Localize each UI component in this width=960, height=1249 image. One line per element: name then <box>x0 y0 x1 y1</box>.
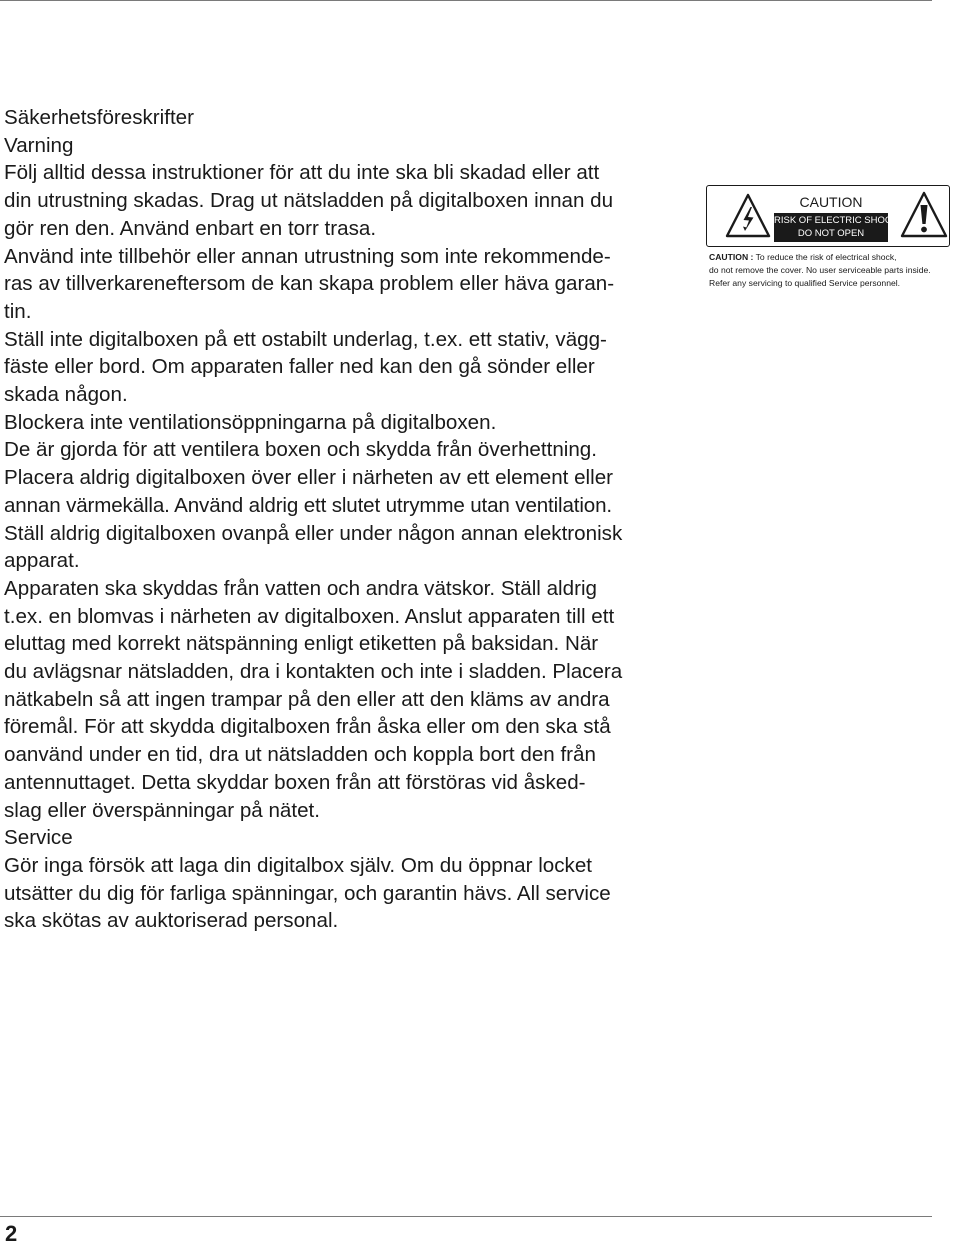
top-rule <box>0 0 932 1</box>
text-line: eluttag med korrekt nätspänning enligt etiketten på baksidan. När <box>4 632 599 656</box>
text-line: skada någon. <box>4 383 128 407</box>
text-line: nätkabeln så att ingen trampar på den eller att den kläms av andra <box>4 687 610 711</box>
text-line: utsätter du dig för farliga spänningar, och garantin hävs. All service <box>4 881 611 905</box>
lightning-bolt-icon <box>725 193 771 239</box>
text-line: slag eller överspänningar på nätet. <box>4 798 320 822</box>
caution-note-lead: CAUTION : <box>709 252 754 262</box>
risk-of-shock-band <box>774 213 899 242</box>
text-line: Blockera inte ventilationsöppningarna på digitalboxen. <box>4 410 497 434</box>
text-line: apparat. <box>4 549 80 573</box>
caution-label <box>706 185 956 291</box>
text-line: antennuttaget. Detta skyddar boxen från att förstöras vid åsked- <box>4 770 586 794</box>
text-line: ras av tillverkareneftersom de kan skapa problem eller häva garan- <box>4 272 615 296</box>
text-line: din utrustning skadas. Drag ut nätsladden på digitalboxen innan du <box>4 189 614 213</box>
subheading-service: Service <box>4 826 73 850</box>
caution-label-frame <box>706 185 950 247</box>
text-line: Ställ inte digitalboxen på ett ostabilt underlag, t.ex. ett stativ, vägg- <box>4 327 607 351</box>
caution-note-line1-rest: To reduce the risk of electrical shock, <box>753 252 897 262</box>
caution-note-line: Refer any servicing to qualified Service personnel. <box>709 278 901 288</box>
text-line: gör ren den. Använd enbart en torr trasa. <box>4 216 377 240</box>
text-line: föremål. För att skydda digitalboxen från åska eller om den ska stå <box>4 715 611 739</box>
text-line: Gör inga försök att laga din digitalbox själv. Om du öppnar locket <box>4 853 592 877</box>
text-line: Apparaten ska skyddas från vatten och andra vätskor. Ställ aldrig <box>4 576 597 600</box>
text-line: t.ex. en blomvas i närheten av digitalboxen. Anslut apparaten till ett <box>4 604 615 628</box>
caution-note-line <box>709 251 959 264</box>
page-number: 2 <box>5 1221 18 1246</box>
exclamation-triangle-icon <box>899 191 949 239</box>
bottom-rule <box>0 1216 932 1217</box>
text-line: Ställ aldrig digitalboxen ovanpå eller under någon annan elektronisk <box>4 521 623 545</box>
text-line: Följ alltid dessa instruktioner för att du inte ska bli skadad eller att <box>4 161 600 185</box>
text-line: annan värmekälla. Använd aldrig ett slutet utrymme utan ventilation. <box>4 493 612 517</box>
risk-of-shock-text: RISK OF ELECTRIC SHOCK <box>774 215 899 226</box>
do-not-open-text: DO NOT OPEN <box>797 228 865 239</box>
text-line: De är gjorda för att ventilera boxen och skydda från överhettning. <box>4 438 597 462</box>
safety-instructions-text <box>4 104 700 935</box>
text-line: ska skötas av auktoriserad personal. <box>4 909 339 933</box>
caution-note-line: do not remove the cover. No user serviceable parts inside. <box>709 265 931 275</box>
text-line: tin. <box>4 299 32 323</box>
text-line: oanvänd under en tid, dra ut nätsladden och koppla bort den från <box>4 743 596 767</box>
section-heading-safety: Säkerhetsföreskrifter <box>4 106 194 129</box>
caution-note <box>709 251 959 290</box>
text-line: du avlägsnar nätsladden, dra i kontakten och inte i sladden. Placera <box>4 660 623 684</box>
text-line: Använd inte tillbehör eller annan utrustning som inte rekommende- <box>4 244 611 268</box>
caution-title: CAUTION <box>799 194 863 210</box>
subheading-warning: Varning <box>4 133 74 157</box>
text-line: fäste eller bord. Om apparaten faller ned kan den gå sönder eller <box>4 355 595 379</box>
text-line: Placera aldrig digitalboxen över eller i närheten av ett element eller <box>4 466 614 490</box>
